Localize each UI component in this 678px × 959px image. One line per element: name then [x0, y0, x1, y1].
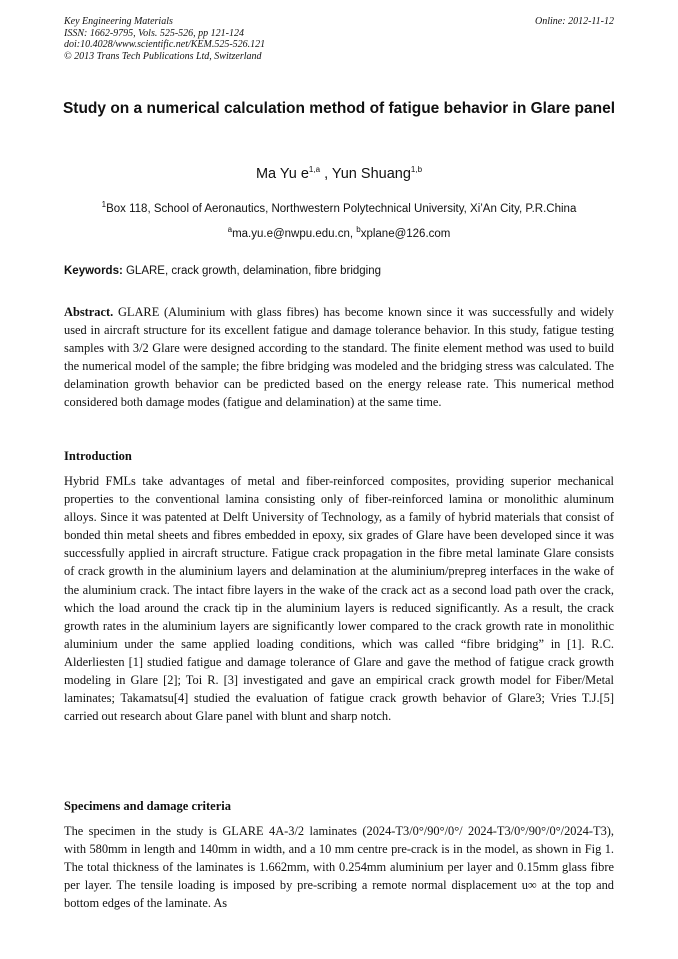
author-separator: , — [320, 166, 332, 182]
paper-title: Study on a numerical calculation method of fatigue behavior in Glare panel — [62, 100, 616, 117]
email-b-sup: b — [356, 225, 361, 235]
specimens-heading: Specimens and damage criteria — [64, 799, 231, 813]
author-line — [0, 166, 678, 182]
emails — [0, 225, 678, 240]
doi[interactable]: doi:10.4028/www.scientific.net/KEM.525-526.121 — [64, 39, 266, 50]
affiliation — [0, 200, 678, 215]
abstract-text: GLARE (Aluminium with glass fibres) has become known since it was successfully and widely used in aircraft structure for its excellent fatigue and damage tolerance behavior. In this study, fatigue testing samples with 3/2 Glare were designed according to the standard. The finite element method was used to build the numerical model of the sample; the fibre bridging was modeled and the bridging stress was calculated. The delamination growth behavior can be predicted based on the energy release rate. This numerical method considered both damage modes (fatigue and delamination) at the same time. — [64, 305, 614, 410]
email-b[interactable]: xplane@126.com — [360, 228, 451, 240]
journal-name: Key Engineering Materials — [64, 16, 173, 27]
affiliation-text: Box 118, School of Aeronautics, Northwestern Polytechnical University, Xi’An City, P.R.China — [106, 203, 577, 215]
email-a[interactable]: ma.yu.e@nwpu.edu.cn, — [232, 228, 357, 240]
introduction-text: Hybrid FMLs take advantages of metal and fiber-reinforced composites, providing superior mechanical properties to the conventional lamina consisting only of fiber-reinforced lamina or monolithic aluminum alloys. Since it was patented at Delft University of Technology, as a family of hybrid materials that consist of bonded thin metal sheets and fibres embedded in epoxy, six grades of Glare have been developed since it was successfully applied in aircraft structure. Fatigue crack propagation in the fibre metal laminate Glare consists of crack growth in the aluminium layers and delamination at the aluminium/prepreg interfaces in the wake of the aluminium crack. The intact fibre layers in the wake of the crack act as a second load path over the crack, which the load around the crack tip in the aluminium layers is reduced significantly. As a result, the crack growth rates in the aluminium layers are significantly lower compared to the crack growth rate in monolithic aluminium under the same applied loading conditions, which was called “fibre bridging” in [1]. R.C. Alderliesten [1] studied fatigue and damage tolerance of Glare and gave the method of fatigue crack growth modeling in Glare [2]; Toi R. [3] investigated and gave an empirical crack growth model for Fiber/Metal laminates; Takamatsu[4] studied the evaluation of fatigue crack growth behavior of Glare3; Vries T.J.[5] carried out research about Glare panel with blunt and sharp notch. — [64, 474, 614, 724]
copyright: © 2013 Trans Tech Publications Ltd, Switzerland — [64, 50, 262, 62]
author-1-sup: 1,a — [308, 165, 321, 175]
journal-header — [64, 16, 614, 62]
keywords — [64, 265, 614, 277]
keywords-label: Keywords: — [64, 265, 123, 277]
affiliation-sup: 1 — [101, 200, 107, 210]
issn: ISSN: 1662-9795, Vols. 525-526, pp 121-124 — [64, 27, 244, 39]
author-2-sup: 1,b — [410, 165, 423, 175]
specimens-text: The specimen in the study is GLARE 4A-3/2 laminates (2024-T3/0°/90°/0°/ 2024-T3/0°/90°/0°/2024-T3), with 580mm in length and 140mm in width, and a 10 mm centre pre-crack is in the model, as shown in Fig 1. The total thickness of the laminates is 1.662mm, with 0.254mm aluminium per layer and 0.15mm glass fibre per layer. The tensile loading is imposed by pre-scribing a remote normal displacement u∞ at the top and bottom edges of the laminate. As — [64, 824, 614, 911]
keywords-text: GLARE, crack growth, delamination, fibre bridging — [122, 265, 382, 277]
author-2: Yun Shuang — [331, 166, 411, 182]
online-date: Online: 2012-11-12 — [535, 16, 614, 27]
email-a-sup: a — [227, 225, 233, 235]
author-1: Ma Yu e — [255, 166, 309, 182]
introduction-heading: Introduction — [64, 449, 132, 463]
abstract — [64, 303, 614, 412]
abstract-label: Abstract. — [64, 305, 114, 319]
